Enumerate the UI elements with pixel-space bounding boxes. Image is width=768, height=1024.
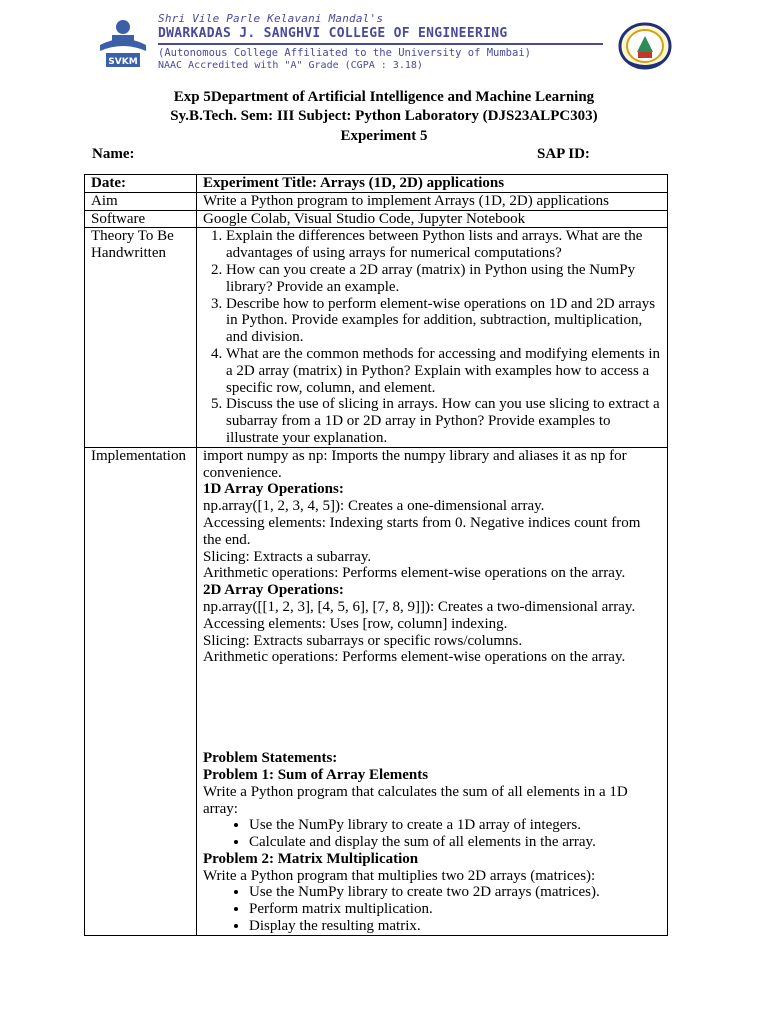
impl-1d-heading: 1D Array Operations: xyxy=(203,481,344,498)
sap-id-label: SAP ID: xyxy=(537,146,590,162)
impl-1d-line: Slicing: Extracts a subarray. xyxy=(203,548,372,565)
name-label: Name: xyxy=(92,146,135,162)
problem-1-list xyxy=(203,817,661,851)
problem-1-description: Write a Python program that calculates the sum of all elements in a 1D array: xyxy=(203,783,628,817)
list-item: 5. Discuss the use of slicing in arrays. How can you use slicing to extract a subarray from a 1D or 2D array in Python? Provide examples to illustrate your explanation. xyxy=(226,396,661,446)
list-item: • Calculate and display the sum of all elements in the array. xyxy=(249,834,661,851)
list-item: 2. How can you create a 2D array (matrix) in Python using the NumPy library? Provide an example. xyxy=(226,262,661,296)
table-row xyxy=(85,447,668,935)
list-item: • Use the NumPy library to create two 2D arrays (matrices). xyxy=(249,884,661,901)
theory-label: Theory To Be Handwritten xyxy=(85,228,197,447)
table-row xyxy=(85,228,668,447)
list-item: • Perform matrix multiplication. xyxy=(249,901,661,918)
table-row xyxy=(85,175,668,193)
problem-statements-heading: Problem Statements: xyxy=(203,750,338,767)
problem-2-title: Problem 2: Matrix Multiplication xyxy=(203,850,419,867)
blank-space xyxy=(203,666,661,750)
impl-2d-line: Accessing elements: Uses [row, column] indexing. xyxy=(203,615,508,632)
impl-1d-line: Arithmetic operations: Performs element-wise operations on the array. xyxy=(203,565,626,582)
software-text: Google Colab, Visual Studio Code, Jupyter Notebook xyxy=(197,210,668,228)
theory-cell xyxy=(197,228,668,447)
problem-1-title: Problem 1: Sum of Array Elements xyxy=(203,766,429,783)
letterhead-affiliation: (Autonomous College Affiliated to the University of Mumbai) xyxy=(158,47,531,59)
experiment-heading: Experiment 5 xyxy=(340,128,428,144)
experiment-title: Experiment Title: Arrays (1D, 2D) applications xyxy=(197,175,668,193)
impl-2d-line: Slicing: Extracts subarrays or specific rows/columns. xyxy=(203,632,523,649)
theory-list xyxy=(203,228,661,446)
department-heading: Exp 5Department of Artificial Intelligence and Machine Learning xyxy=(173,89,595,105)
impl-1d-line: np.array([1, 2, 3, 4, 5]): Creates a one-dimensional array. xyxy=(203,498,545,515)
letterhead-naac: NAAC Accredited with "A" Grade (CGPA : 3.18) xyxy=(158,60,423,71)
list-item: • Display the resulting matrix. xyxy=(249,918,661,935)
subject-heading: Sy.B.Tech. Sem: III Subject: Python Laboratory (DJS23ALPC303) xyxy=(170,108,598,124)
impl-2d-heading: 2D Array Operations: xyxy=(203,582,344,599)
impl-2d-line: Arithmetic operations: Performs element-wise operations on the array. xyxy=(203,649,626,666)
impl-2d-line: np.array([[1, 2, 3], [4, 5, 6], [7, 8, 9]]): Creates a two-dimensional array. xyxy=(203,598,636,615)
letterhead-trust: Shri Vile Parle Kelavani Mandal's xyxy=(158,12,384,25)
letterhead xyxy=(158,12,608,72)
aim-text: Write a Python program to implement Arrays (1D, 2D) applications xyxy=(197,192,668,210)
college-emblem-right xyxy=(617,22,673,70)
impl-intro: import numpy as np: Imports the numpy library and aliases it as np for convenience. xyxy=(203,447,627,481)
impl-1d-line: Accessing elements: Indexing starts from 0. Negative indices count from the end. xyxy=(203,514,641,548)
list-item: 1. Explain the differences between Python lists and arrays. What are the advantages of using arrays for numerical computations? xyxy=(226,228,661,262)
implementation-label: Implementation xyxy=(85,447,197,935)
implementation-cell xyxy=(197,447,668,935)
logo-left-text: SVKM xyxy=(108,57,138,67)
software-label: Software xyxy=(85,210,197,228)
problem-2-description: Write a Python program that multiplies two 2D arrays (matrices): xyxy=(203,867,596,884)
table-row xyxy=(85,192,668,210)
experiment-table xyxy=(84,174,668,936)
table-row xyxy=(85,210,668,228)
date-label: Date: xyxy=(85,175,197,193)
letterhead-rule xyxy=(158,43,603,45)
problem-2-list xyxy=(203,884,661,934)
college-logo-left xyxy=(96,15,150,69)
aim-label: Aim xyxy=(85,192,197,210)
letterhead-college: DWARKADAS J. SANGHVI COLLEGE OF ENGINEERING xyxy=(158,26,508,41)
list-item: • Use the NumPy library to create a 1D array of integers. xyxy=(249,817,661,834)
list-item: 3. Describe how to perform element-wise operations on 1D and 2D arrays in Python. Provide examples for addition, subtraction, multiplication, and division. xyxy=(226,296,661,346)
list-item: 4. What are the common methods for accessing and modifying elements in a 2D array (matrix) in Python? Explain with examples how to access a specific row, column, and element. xyxy=(226,346,661,396)
